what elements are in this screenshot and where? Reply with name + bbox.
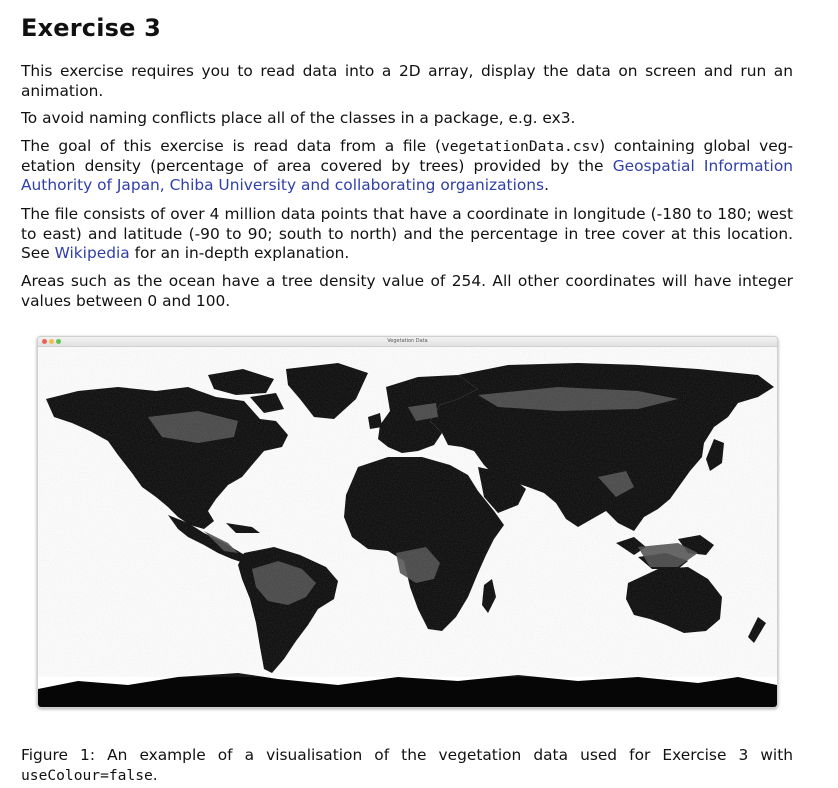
package-paragraph: To avoid naming conflicts place all of the classes in a package, e.g. ex3. bbox=[21, 109, 576, 127]
window-titlebar bbox=[38, 337, 777, 347]
file-text-b: for an in-depth explanation. bbox=[129, 244, 350, 262]
goal-text-b: ) containing global veg-etation density (percentage of area covered by trees) provided by the bbox=[21, 137, 793, 175]
window-title: Vegetation Data bbox=[387, 338, 428, 344]
goal-paragraph bbox=[21, 137, 793, 196]
gsi-link[interactable]: Geospatial Information Authority of Japan, Chiba University and collaborating organizations bbox=[21, 156, 794, 194]
figure-caption bbox=[21, 746, 793, 785]
goal-text-a: The goal of this exercise is read data from a file ( bbox=[21, 137, 441, 155]
ocean-paragraph: Areas such as the ocean have a tree density value of 254. All other coordinates will have integer values between 0 and 100. bbox=[21, 272, 793, 310]
goal-text-c: . bbox=[544, 176, 549, 194]
caption-text-a: Figure 1: An example of a visualisation of the vegetation data used for Exercise 3 with bbox=[21, 746, 793, 764]
vegetation-map bbox=[38, 347, 777, 707]
wikipedia-link[interactable]: Wikipedia bbox=[54, 244, 130, 262]
page-title: Exercise 3 bbox=[21, 14, 162, 42]
file-paragraph bbox=[21, 205, 793, 264]
world-map-image bbox=[38, 347, 777, 707]
intro-paragraph: This exercise requires you to read data into a 2D array, display the data on screen and run an animation. bbox=[21, 62, 793, 100]
app-window bbox=[37, 336, 778, 708]
caption-code: useColour=false bbox=[21, 766, 153, 784]
filename-code: vegetationData.csv bbox=[440, 138, 600, 155]
file-text-a: The file consists of over 4 million data points that have a coordinate in longitude (-180 to 180; west to east) and latitude (-90 to 90; south to north) and the percentage in tree cover at this location. See bbox=[21, 205, 793, 262]
caption-text-b: . bbox=[152, 765, 158, 784]
